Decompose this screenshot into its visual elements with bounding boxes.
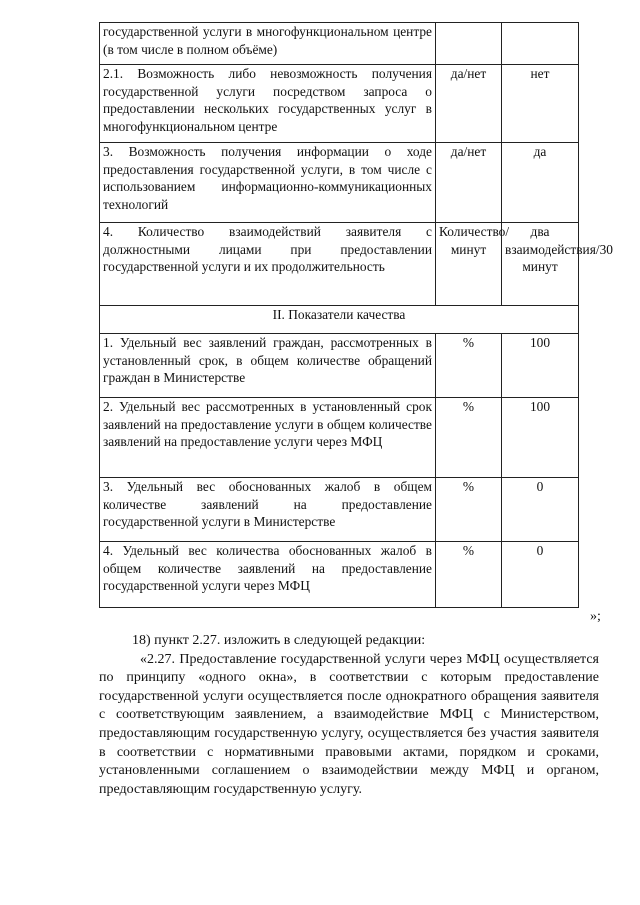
- table-row: [100, 542, 579, 608]
- indicator-unit: %: [436, 478, 502, 542]
- indicator-unit: %: [436, 542, 502, 608]
- indicator-unit: %: [436, 398, 502, 478]
- indicator-value: да: [502, 143, 579, 223]
- indicator-text: 2. Удельный вес рассмотренных в установленный срок заявлений на предоставление услуги в общем количестве заявлений на предоставление услуги через МФЦ: [100, 398, 436, 478]
- closing-quote: »;: [590, 609, 601, 624]
- table-row: [100, 306, 579, 334]
- table-row: [100, 478, 579, 542]
- table-row: [100, 223, 579, 306]
- indicator-value: два взаимодействия/30 минут: [502, 223, 579, 306]
- indicator-unit: да/нет: [436, 143, 502, 223]
- table-row: [100, 23, 579, 65]
- indicator-text: 2.1. Возможность либо невозможность получения государственной услуги посредством запроса о предоставлении нескольких государственных услуг в многофункциональном центре: [100, 65, 436, 143]
- indicator-unit: да/нет: [436, 65, 502, 143]
- indicator-value: 100: [502, 398, 579, 478]
- indicator-text: 3. Удельный вес обоснованных жалоб в общем количестве заявлений на предоставление государственной услуги в Министерстве: [100, 478, 436, 542]
- amendment-text: [99, 632, 599, 799]
- indicator-unit: Количество/минут: [436, 223, 502, 306]
- indicator-value: 0: [502, 542, 579, 608]
- indicator-text: 3. Возможность получения информации о ходе предоставления государственной услуги, в том числе с использованием информационно-коммуникационных технологий: [100, 143, 436, 223]
- section-title: II. Показатели качества: [100, 306, 579, 334]
- indicator-text: 4. Количество взаимодействий заявителя с должностными лицами при предоставлении государственной услуги и их продолжительность: [100, 223, 436, 306]
- indicators-table: [99, 22, 613, 608]
- indicator-value: 100: [502, 334, 579, 398]
- table-row: [100, 398, 579, 478]
- indicator-value: нет: [502, 65, 579, 143]
- table-row: [100, 334, 579, 398]
- indicator-text: 4. Удельный вес количества обоснованных жалоб в общем количестве заявлений на предоставление государственной услуги через МФЦ: [100, 542, 436, 608]
- indicator-unit: [436, 23, 502, 65]
- indicator-text: государственной услуги в многофункциональном центре (в том числе в полном объёме): [100, 23, 436, 65]
- indicator-unit: %: [436, 334, 502, 398]
- amendment-item-18: 18) пункт 2.27. изложить в следующей редакции:: [132, 633, 426, 648]
- paragraph-2-27: «2.27. Предоставление государственной услуги через МФЦ осуществляется по принципу «одного окна», в соответствии с которым предоставление государственной услуги осуществляется после однократного обращения заявителя с соответствующим заявлением, а взаимодействие МФЦ с Министерством, предоставляющим государственную услугу, осуществляется без участия заявителя в соответствии с нормативными правовыми актами, порядком и сроками, установленными соглашением о взаимодействии между МФЦ и органом, предоставляющим государственную услугу.: [99, 651, 599, 797]
- indicator-text: 1. Удельный вес заявлений граждан, рассмотренных в установленный срок, в общем количестве обращений граждан в Министерстве: [100, 334, 436, 398]
- indicator-value: 0: [502, 478, 579, 542]
- table-row: [100, 65, 579, 143]
- table-row: [100, 143, 579, 223]
- indicator-value: [502, 23, 579, 65]
